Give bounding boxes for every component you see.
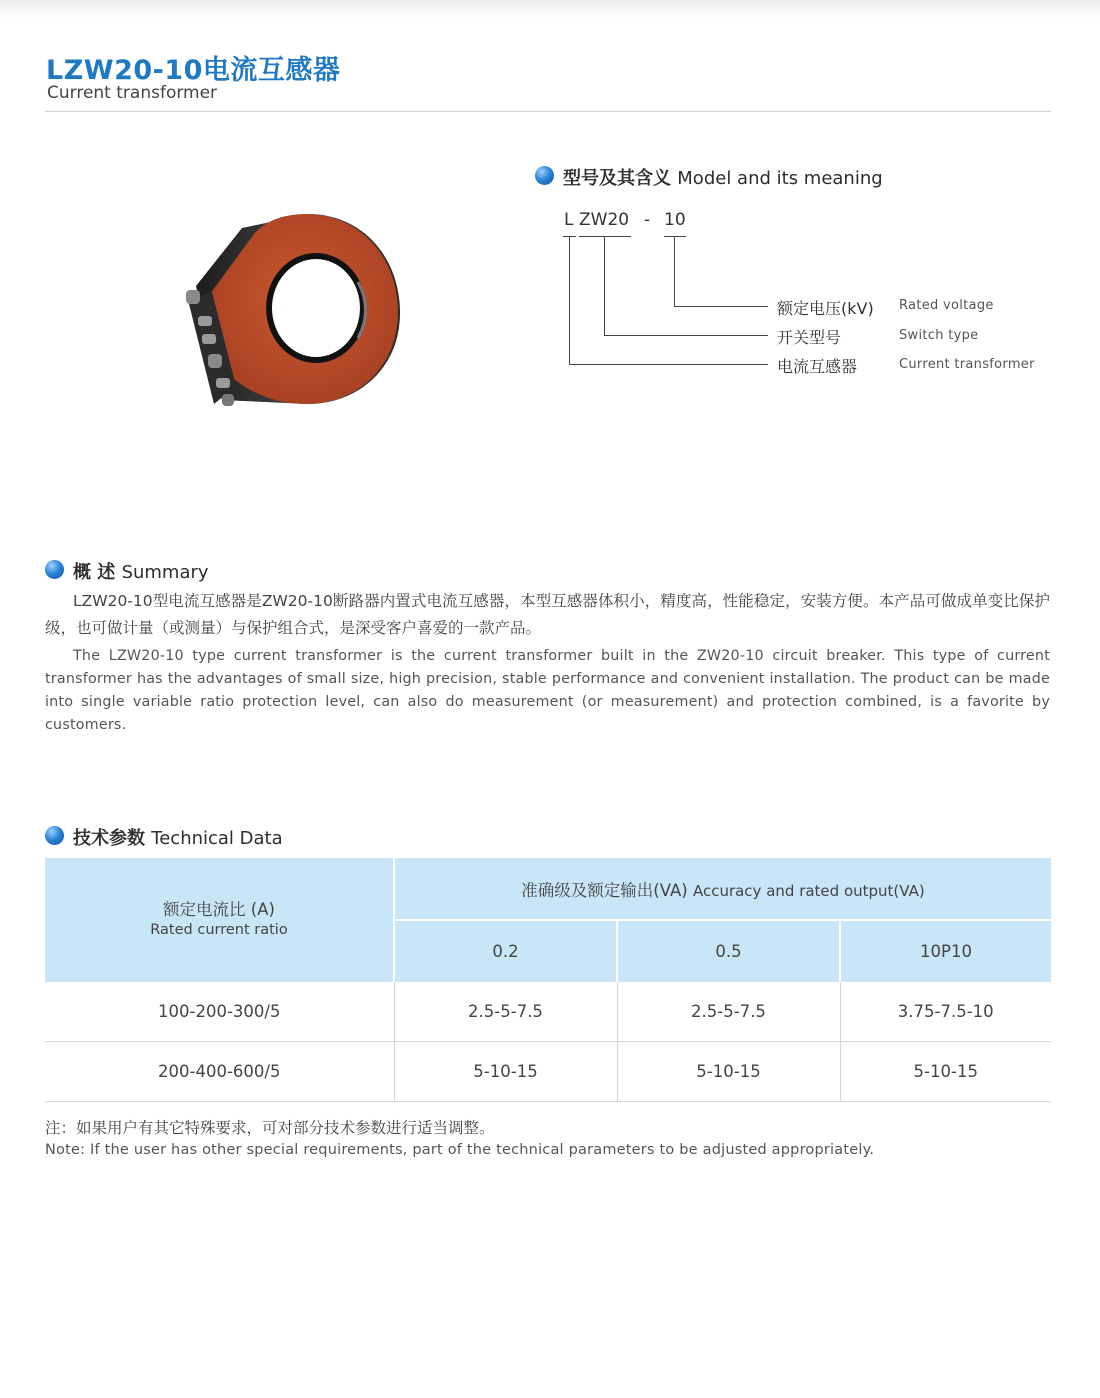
table-row <box>45 982 1051 1042</box>
ratio-cell: 100-200-300/5 <box>45 982 394 1042</box>
note-cn: 注：如果用户有其它特殊要求，可对部分技术参数进行适当调整。 <box>45 1119 495 1137</box>
value-cell: 5-10-15 <box>394 1042 617 1102</box>
label-switch-type-cn: 开关型号 <box>777 328 842 347</box>
label-switch-type-en: Switch type <box>899 328 979 343</box>
summary-heading: 概 述 Summary <box>73 562 209 583</box>
connector-voltage-vertical <box>674 236 675 307</box>
header-divider <box>45 111 1051 112</box>
column-header-0-5: 0.5 <box>617 920 840 982</box>
column-header-10p10: 10P10 <box>840 920 1051 982</box>
note-en: Note: If the user has other special requirements, part of the technical parameters to be adjusted appropriately. <box>45 1142 875 1158</box>
value-cell: 5-10-15 <box>617 1042 840 1102</box>
ratio-header: 额定电流比 (A) Rated current ratio <box>45 858 394 982</box>
column-header-0-2: 0.2 <box>394 920 617 982</box>
section-bullet-icon <box>45 826 64 845</box>
summary-text-en: The LZW20-10 type current transformer is the current transformer built in the ZW20-10 circuit breaker. This type of current transformer has the advantages of small size, high precision, stable performance and convenient installation. The product can be made into single variable ratio protection level, can also do measurement (or measurement) and protection combined, is a favorite by customers. <box>45 648 1050 733</box>
value-cell: 2.5-5-7.5 <box>394 982 617 1042</box>
technical-heading: 技术参数 Technical Data <box>73 828 283 849</box>
connector-ct-vertical <box>569 236 570 365</box>
underline-10 <box>664 236 686 237</box>
summary-text-cn: LZW20-10型电流互感器是ZW20-10断路器内置式电流互感器，本型互感器体积小，精度高，性能稳定，安装方便。本产品可做成单变比保护级，也可做计量（或测量）与保护组合式，是深受客户喜爱的一款产品。 <box>45 592 1050 637</box>
section-bullet-icon <box>535 166 554 185</box>
label-rated-voltage-cn: 额定电压(kV) <box>777 299 874 318</box>
model-code-10: 10 <box>664 210 686 230</box>
label-rated-voltage-en: Rated voltage <box>899 298 994 313</box>
accuracy-group-header: 准确级及额定输出(VA) Accuracy and rated output(VA) <box>394 858 1051 920</box>
label-current-transformer-cn: 电流互感器 <box>777 357 858 376</box>
label-current-transformer-en: Current transformer <box>899 357 1035 372</box>
section-bullet-icon <box>45 560 64 579</box>
model-code-dash: - <box>644 210 651 230</box>
model-code-zw20: ZW20 <box>579 210 630 230</box>
value-cell: 5-10-15 <box>840 1042 1051 1102</box>
table-row <box>45 1042 1051 1102</box>
ratio-cell: 200-400-600/5 <box>45 1042 394 1102</box>
connector-switch-vertical <box>604 236 605 336</box>
model-code-l: L <box>564 210 574 230</box>
technical-data-table <box>45 858 1051 1102</box>
connector-voltage-horizontal <box>674 306 768 307</box>
top-shadow <box>0 0 1100 18</box>
page-subtitle: Current transformer <box>47 83 218 103</box>
model-heading: 型号及其含义 Model and its meaning <box>563 168 883 189</box>
connector-switch-horizontal <box>604 335 768 336</box>
page-title: LZW20-10电流互感器 <box>46 55 341 86</box>
value-cell: 3.75-7.5-10 <box>840 982 1051 1042</box>
underline-zw20 <box>579 236 631 237</box>
product-image <box>178 208 408 413</box>
value-cell: 2.5-5-7.5 <box>617 982 840 1042</box>
connector-ct-horizontal <box>569 364 768 365</box>
